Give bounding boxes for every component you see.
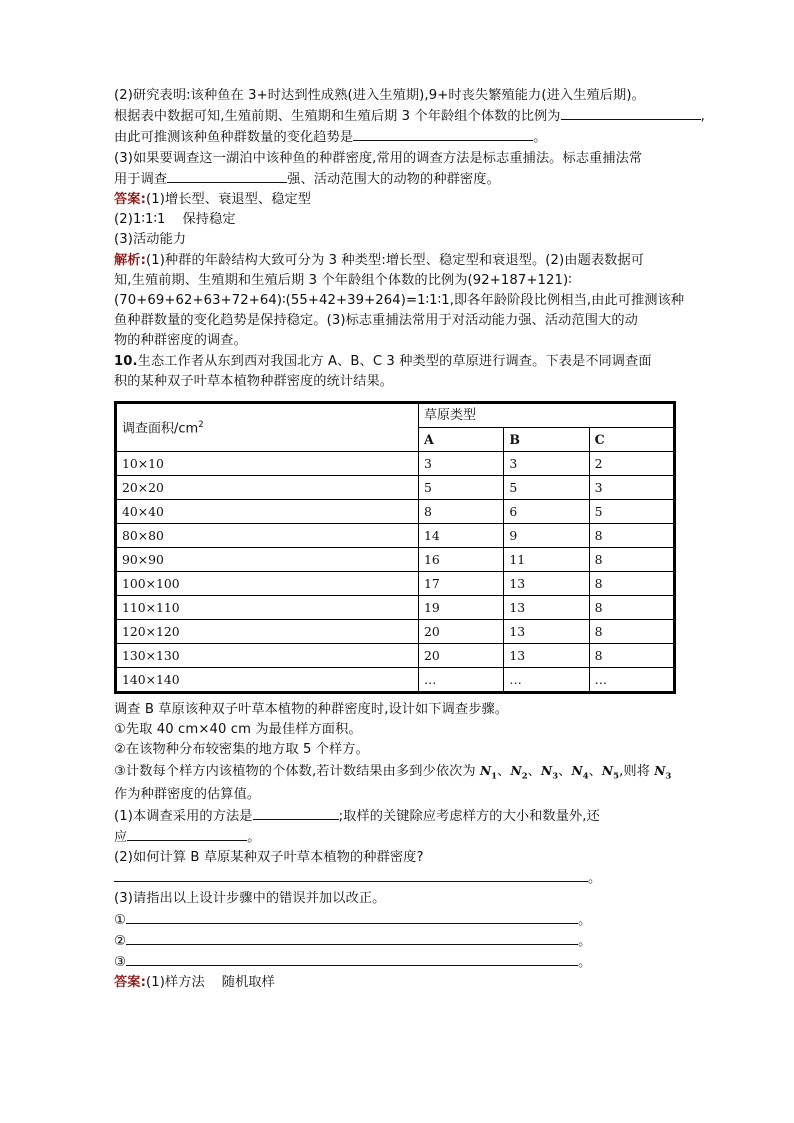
q10-step3-text-a: ③计数每个样方内该植物的个体数,若计数结果由多到少依次为 bbox=[114, 763, 480, 779]
cell-area: 110×110 bbox=[116, 596, 419, 620]
q10-step-3-line1: ③计数每个样方内该植物的个体数,若计数结果由多到少依次为 $N_1$、$N_2$、$N_3$、$N_4$、$N_5$,则将 $N_3$ bbox=[114, 763, 672, 781]
q10-sub3: (3)请指出以上设计步骤中的错误并加以改正。 bbox=[114, 891, 386, 907]
q10-sub1-text-c: 应 bbox=[114, 829, 128, 845]
header-type-b: B bbox=[504, 428, 589, 452]
list-marker: ③ bbox=[114, 954, 127, 970]
q9-part3-line1: (3)如果要调查这一湖泊中该种鱼的种群密度,常用的调查方法是标志重捕法。标志重捕法常 bbox=[114, 150, 643, 166]
cell-area: 10×10 bbox=[116, 452, 419, 476]
cell-value-c: … bbox=[589, 668, 674, 693]
cell-value-b: 13 bbox=[504, 620, 589, 644]
table-row bbox=[116, 668, 675, 693]
q9-answer-2b: 保持稳定 bbox=[182, 212, 236, 228]
q10-blank-item-2 bbox=[114, 931, 690, 952]
answer-blank[interactable] bbox=[253, 806, 339, 820]
cell-value-a: 19 bbox=[419, 596, 504, 620]
answer-blank[interactable] bbox=[167, 169, 287, 183]
header-type-a: A bbox=[419, 428, 504, 452]
q10-stem-1: 生态工作者从东到西对我国北方 A、B、C 3 种类型的草原进行调查。下表是不同调查面 bbox=[137, 353, 652, 369]
cell-value-c: 8 bbox=[589, 524, 674, 548]
cell-value-c: 8 bbox=[589, 596, 674, 620]
header-type-c: C bbox=[589, 428, 674, 452]
cell-value-a: 5 bbox=[419, 476, 504, 500]
q9-part3-line2-text: 用于调查 bbox=[114, 171, 168, 187]
list-marker: ① bbox=[114, 912, 127, 928]
table-row bbox=[116, 548, 675, 572]
cell-value-b: 3 bbox=[504, 452, 589, 476]
answer-label: 答案: bbox=[114, 975, 146, 991]
header-survey-area bbox=[116, 403, 419, 452]
cell-area: 120×120 bbox=[116, 620, 419, 644]
q10-step-3-line2: 作为种群密度的估算值。 bbox=[114, 787, 261, 803]
var-n1: $N_1$ bbox=[479, 763, 498, 781]
cell-area: 20×20 bbox=[116, 476, 419, 500]
table-row bbox=[116, 476, 675, 500]
list-marker: ② bbox=[114, 933, 127, 949]
header-area-superscript: 2 bbox=[198, 420, 204, 431]
answer-blank[interactable] bbox=[561, 106, 701, 120]
q10-blank-item-1 bbox=[114, 910, 690, 931]
cell-value-b: 9 bbox=[504, 524, 589, 548]
cell-value-c: 8 bbox=[589, 572, 674, 596]
q9-part2-line3-text: 由此可推测该种鱼种群数量的变化趋势是 bbox=[114, 130, 354, 146]
cell-value-b: 5 bbox=[504, 476, 589, 500]
q10-blank-item-3 bbox=[114, 952, 690, 973]
table-row bbox=[116, 452, 675, 476]
q9-answer-2: (2)1∶1∶1 bbox=[114, 212, 166, 228]
var-n4: $N_4$ bbox=[571, 763, 589, 781]
cell-value-a: 8 bbox=[419, 500, 504, 524]
q10-sub1-line2 bbox=[114, 827, 690, 848]
q10-sub1-line1 bbox=[114, 806, 690, 827]
cell-value-b: 11 bbox=[504, 548, 589, 572]
q10-sub1-text-b: ;取样的关键除应考虑样方的大小和数量外,还 bbox=[338, 808, 600, 824]
cell-value-a: 14 bbox=[419, 524, 504, 548]
answer-blank[interactable] bbox=[353, 127, 533, 141]
answer-label: 答案: bbox=[114, 192, 146, 208]
table-row bbox=[116, 500, 675, 524]
cell-area: 40×40 bbox=[116, 500, 419, 524]
q10-blank-period: 。 bbox=[578, 912, 592, 928]
q10-answer-1b: 随机取样 bbox=[221, 975, 275, 991]
q9-answer-line3: (3)活动能力 bbox=[114, 232, 187, 248]
cell-value-c: 8 bbox=[589, 644, 674, 668]
table-row bbox=[116, 620, 675, 644]
cell-value-b: 13 bbox=[504, 644, 589, 668]
q9-analysis-1: (1)种群的年龄结构大致可分为 3 种类型:增长型、稳定型和衰退型。(2)由题表数据可 bbox=[145, 252, 645, 268]
q9-part2-line3 bbox=[114, 127, 690, 148]
cell-area: 130×130 bbox=[116, 644, 419, 668]
q10-steps-intro: 调查 B 草原该种双子叶草本植物的种群密度时,设计如下调查步骤。 bbox=[114, 702, 509, 718]
cell-value-c: 8 bbox=[589, 548, 674, 572]
answer-blank[interactable] bbox=[126, 910, 578, 924]
q9-part3-line2-tail: 强、活动范围大的动物的种群密度。 bbox=[287, 171, 500, 187]
cell-value-a: 3 bbox=[419, 452, 504, 476]
cell-value-b: 13 bbox=[504, 572, 589, 596]
cell-value-b: … bbox=[504, 668, 589, 693]
analysis-label: 解析: bbox=[114, 252, 146, 268]
header-survey-area-text: 调查面积/cm bbox=[122, 421, 199, 437]
cell-value-c: 3 bbox=[589, 476, 674, 500]
var-n2: $N_2$ bbox=[510, 763, 528, 781]
table-row bbox=[116, 644, 675, 668]
q10-step3-text-b: ,则将 bbox=[619, 763, 655, 779]
cell-area: 100×100 bbox=[116, 572, 419, 596]
answer-blank[interactable] bbox=[114, 868, 588, 882]
q9-part2-line2 bbox=[114, 106, 705, 127]
q10-sub2: (2)如何计算 B 草原某种双子叶草本植物的种群密度? bbox=[114, 849, 424, 865]
q9-part2-line3-tail: 。 bbox=[533, 130, 547, 146]
q9-part3-line2 bbox=[114, 169, 690, 190]
q9-part2-line1: (2)研究表明:该种鱼在 3+时达到性成熟(进入生殖期),9+时丧失繁殖能力(进入生殖后期)。 bbox=[114, 88, 645, 103]
q9-answer-line1 bbox=[114, 190, 690, 210]
q9-analysis-line1 bbox=[114, 251, 690, 271]
q10-blank-period: 。 bbox=[578, 933, 592, 949]
q9-analysis-line3: (70+69+62+63+72+64)∶(55+42+39+264)=1∶1∶1,即各年龄阶段比例相当,由此可推测该种 bbox=[114, 293, 685, 309]
answer-blank[interactable] bbox=[126, 952, 578, 966]
q9-analysis-line4: 鱼种群数量的变化趋势是保持稳定。(3)标志重捕法常用于对活动能力强、活动范围大的动 bbox=[114, 313, 638, 329]
cell-value-a: 17 bbox=[419, 572, 504, 596]
q9-part2-line2-text: 根据表中数据可知,生殖前期、生殖期和生殖后期 3 个年龄组个体数的比例为 bbox=[114, 109, 561, 125]
cell-value-b: 13 bbox=[504, 596, 589, 620]
table-header-row-1 bbox=[116, 403, 675, 428]
header-grassland-type: 草原类型 bbox=[419, 403, 675, 428]
cell-area: 80×80 bbox=[116, 524, 419, 548]
table-row bbox=[116, 596, 675, 620]
q9-answer-1: (1)增长型、衰退型、稳定型 bbox=[145, 192, 312, 208]
cell-value-a: … bbox=[419, 668, 504, 693]
q10-step-1: ①先取 40 cm×40 cm 为最佳样方面积。 bbox=[114, 722, 362, 738]
question-9-block bbox=[114, 86, 705, 352]
cell-value-c: 5 bbox=[589, 500, 674, 524]
cell-value-c: 8 bbox=[589, 620, 674, 644]
cell-value-a: 16 bbox=[419, 548, 504, 572]
cell-area: 90×90 bbox=[116, 548, 419, 572]
var-n5: $N_5$ bbox=[601, 763, 620, 781]
var-n3-final: $N_3$ bbox=[654, 763, 672, 781]
q10-blank-period: 。 bbox=[578, 954, 592, 970]
grassland-table-wrapper bbox=[114, 401, 690, 694]
q9-analysis-line2: 知,生殖前期、生殖期和生殖后期 3 个年龄组个体数的比例为(92+187+121)∶ bbox=[114, 272, 572, 288]
answer-blank[interactable] bbox=[127, 827, 247, 841]
q10-stem-line1 bbox=[114, 352, 690, 372]
q10-step-2: ②在该物种分布较密集的地方取 5 个样方。 bbox=[114, 742, 369, 758]
q10-number: 10. bbox=[114, 353, 138, 369]
cell-value-a: 20 bbox=[419, 620, 504, 644]
q9-answer-line2 bbox=[114, 210, 690, 230]
q10-stem-line2: 积的某种双子叶草本植物种群密度的统计结果。 bbox=[114, 373, 394, 389]
cell-area: 140×140 bbox=[116, 668, 419, 693]
q10-sub1-text-d: 。 bbox=[247, 829, 261, 845]
answer-blank[interactable] bbox=[126, 931, 578, 945]
q10-sub2-period: 。 bbox=[588, 871, 602, 887]
var-n3: $N_3$ bbox=[540, 763, 559, 781]
table-row bbox=[116, 572, 675, 596]
table-row bbox=[116, 524, 675, 548]
question-10-block bbox=[114, 352, 690, 994]
cell-value-b: 6 bbox=[504, 500, 589, 524]
q9-part2-line2-tail: , bbox=[700, 109, 705, 125]
q10-sub1-text-a: (1)本调查采用的方法是 bbox=[114, 808, 253, 824]
q10-answer-1: (1)样方法 bbox=[145, 975, 205, 991]
grassland-density-table bbox=[114, 401, 676, 694]
cell-value-a: 20 bbox=[419, 644, 504, 668]
q10-sub2-answer-line bbox=[114, 868, 690, 889]
q10-answer-line1 bbox=[114, 973, 690, 993]
q9-analysis-line5: 物的种群密度的调查。 bbox=[114, 333, 247, 349]
cell-value-c: 2 bbox=[589, 452, 674, 476]
